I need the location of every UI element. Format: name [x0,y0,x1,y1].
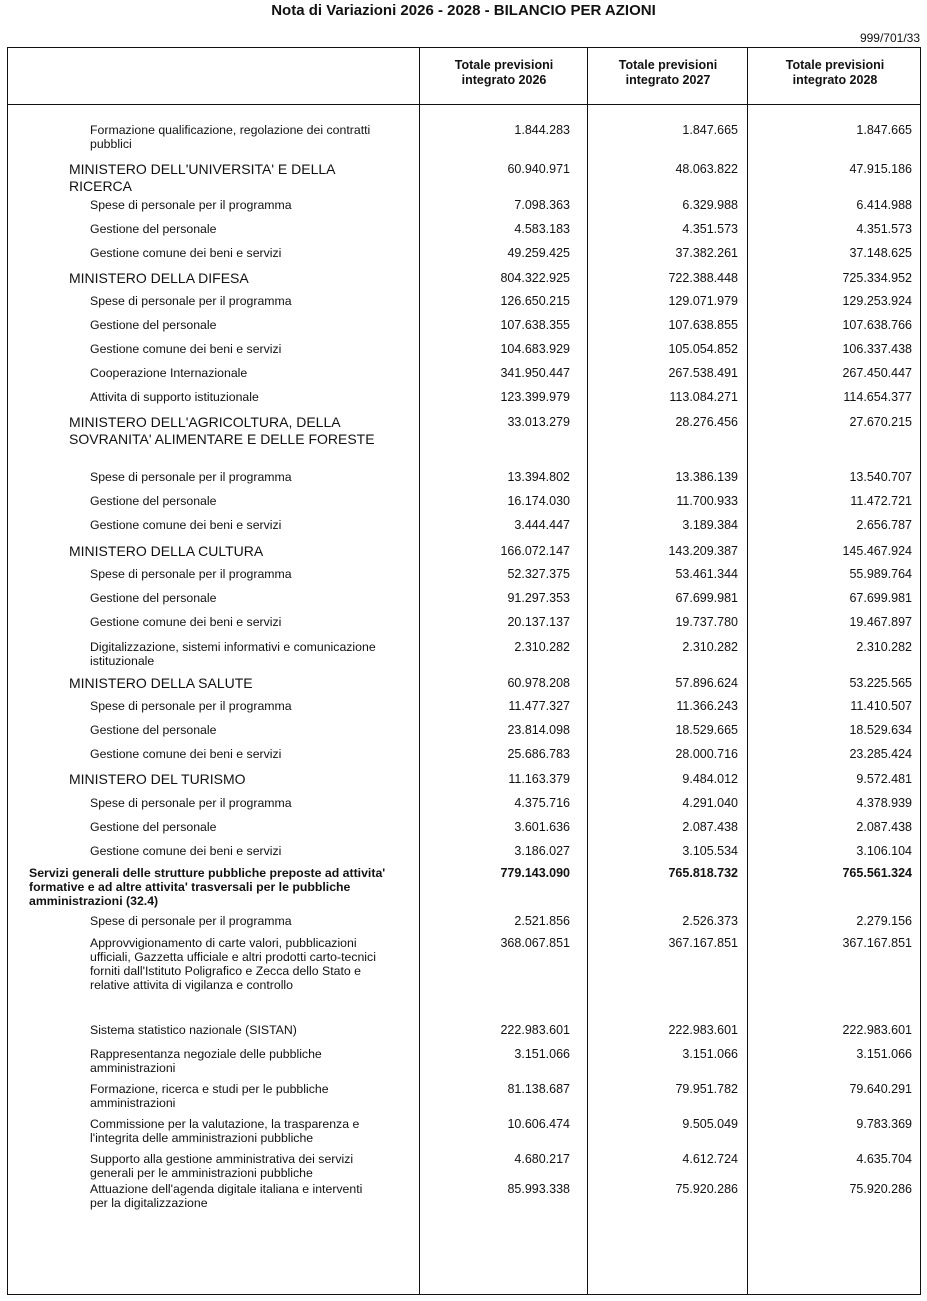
value-2026: 11.163.379 [508,772,570,786]
row-label: Gestione comune dei beni e servizi [90,747,282,761]
value-2027: 4.351.573 [682,222,738,236]
value-2026: 126.650.215 [500,294,570,308]
value-2026: 368.067.851 [500,936,570,950]
value-2027: 28.276.456 [675,415,738,429]
row-label: Gestione comune dei beni e servizi [90,615,282,629]
value-2027: 3.105.534 [682,844,738,858]
row-label: Formazione qualificazione, regolazione dei contratti pubblici [90,123,371,151]
value-2028: 1.847.665 [856,123,912,137]
value-2027: 18.529.665 [675,723,738,737]
value-2027: 222.983.601 [668,1023,738,1037]
value-2028: 106.337.438 [842,342,912,356]
value-2026: 166.072.147 [500,544,570,558]
row-label: Formazione, ricerca e studi per le pubbliche amministrazioni [90,1082,329,1110]
value-2028: 67.699.981 [849,591,912,605]
value-2026: 13.394.802 [507,470,570,484]
value-2027: 57.896.624 [675,676,738,690]
value-2027: 79.951.782 [675,1082,738,1096]
value-2028: 114.654.377 [843,390,912,404]
value-2028: 9.783.369 [856,1117,912,1131]
value-2028: 9.572.481 [856,772,912,786]
value-2027: 37.382.261 [675,246,738,260]
row-label: Spese di personale per il programma [90,198,292,212]
row-label: Cooperazione Internazionale [90,366,248,380]
row-label: Gestione del personale [90,222,217,236]
row-label: Gestione del personale [90,494,217,508]
value-2026: 23.814.098 [507,723,570,737]
value-2026: 85.993.338 [507,1182,570,1196]
value-2027: 48.063.822 [675,162,738,176]
column-header-2027 [589,58,747,88]
value-2028: 19.467.897 [849,615,912,629]
value-2028: 4.378.939 [856,796,912,810]
value-2028: 6.414.988 [856,198,912,212]
row-label: MINISTERO DELLA SALUTE [69,675,253,691]
row-label: Approvvigionamento di carte valori, pubblicazioni ufficiali, Gazzetta ufficiale e altri prodotti carto-tecnici forniti dall'Istituto Poligrafico e Zecca dello Stato e relative attivita di vigilanza e controllo [90,936,376,992]
value-2027: 11.366.243 [676,699,738,713]
value-2026: 3.151.066 [514,1047,570,1061]
value-2027: 28.000.716 [675,747,738,761]
value-2028: 4.635.704 [856,1152,912,1166]
row-label: Spese di personale per il programma [90,914,292,928]
row-label: Sistema statistico nazionale (SISTAN) [90,1023,297,1037]
row-label: MINISTERO DEL TURISMO [69,771,246,787]
value-2027: 267.538.491 [668,366,738,380]
header-divider [8,104,920,105]
value-2026: 222.983.601 [500,1023,570,1037]
column-header-2026 [421,58,587,88]
value-2026: 81.138.687 [507,1082,570,1096]
value-2027: 765.818.732 [668,866,738,880]
row-label: Commissione per la valutazione, la trasparenza e l'integrita delle amministrazioni pubbliche [90,1117,360,1145]
value-2027: 13.386.139 [675,470,738,484]
value-2027: 722.388.448 [668,271,738,285]
budget-table [7,47,921,1295]
value-2026: 33.013.279 [507,415,570,429]
row-label: Digitalizzazione, sistemi informativi e comunicazione istituzionale [90,640,376,668]
row-label: Rappresentanza negoziale delle pubbliche amministrazioni [90,1047,322,1075]
value-2027: 143.209.387 [668,544,738,558]
row-label: MINISTERO DELL'UNIVERSITA' E DELLA RICERCA [69,161,335,194]
row-label: Gestione comune dei beni e servizi [90,844,282,858]
value-2027: 107.638.855 [668,318,738,332]
value-2026: 4.680.217 [514,1152,570,1166]
value-2028: 11.410.507 [850,699,912,713]
value-2028: 37.148.625 [849,246,912,260]
value-2026: 49.259.425 [507,246,570,260]
value-2027: 3.151.066 [682,1047,738,1061]
document-code: 999/701/33 [859,31,920,45]
row-label: MINISTERO DELLA DIFESA [69,270,249,286]
value-2026: 804.322.925 [500,271,570,285]
row-label: Spese di personale per il programma [90,699,292,713]
row-label: Gestione del personale [90,723,217,737]
value-2027: 113.084.271 [669,390,738,404]
value-2028: 79.640.291 [849,1082,912,1096]
row-label: Gestione del personale [90,318,217,332]
value-2026: 91.297.353 [507,591,570,605]
value-2026: 779.143.090 [500,866,570,880]
value-2027: 9.505.049 [682,1117,738,1131]
value-2028: 2.279.156 [856,914,912,928]
value-2026: 7.098.363 [514,198,570,212]
row-label: Spese di personale per il programma [90,294,292,308]
value-2028: 129.253.924 [842,294,912,308]
value-2027: 9.484.012 [682,772,738,786]
row-label: Spese di personale per il programma [90,567,292,581]
row-label: Servizi generali delle strutture pubbliche preposte ad attivita' formative e ad altre attivita' trasversali per le pubbliche amministrazioni (32.4) [29,866,386,908]
value-2026: 3.186.027 [514,844,570,858]
value-2026: 16.174.030 [507,494,570,508]
value-2026: 10.606.474 [507,1117,570,1131]
value-2027: 67.699.981 [675,591,738,605]
value-2027: 11.700.933 [676,494,738,508]
value-2028: 2.087.438 [856,820,912,834]
row-label: MINISTERO DELL'AGRICOLTURA, DELLA SOVRANITA' ALIMENTARE E DELLE FORESTE [69,414,375,447]
row-label: Attuazione dell'agenda digitale italiana e interventi per la digitalizzazione [90,1182,363,1210]
row-label: Attivita di supporto istituzionale [90,390,259,404]
value-2028: 725.334.952 [842,271,912,285]
value-2027: 129.071.979 [668,294,738,308]
column-header-2028 [749,58,921,88]
row-label: Gestione comune dei beni e servizi [90,246,282,260]
value-2028: 53.225.565 [849,676,912,690]
value-2026: 107.638.355 [500,318,570,332]
value-2027: 2.526.373 [682,914,738,928]
value-2026: 2.521.856 [514,914,570,928]
row-label: Gestione comune dei beni e servizi [90,342,282,356]
value-2027: 19.737.780 [675,615,738,629]
value-2028: 3.106.104 [856,844,912,858]
value-2028: 3.151.066 [856,1047,912,1061]
value-2026: 60.978.208 [507,676,570,690]
value-2028: 765.561.324 [842,866,912,880]
column-header-2027-line1: Totale previsioni integrato 2027 [618,58,718,87]
value-2028: 23.285.424 [849,747,912,761]
value-2028: 107.638.766 [842,318,912,332]
value-2026: 104.683.929 [500,342,570,356]
row-label: Spese di personale per il programma [90,470,292,484]
row-label: MINISTERO DELLA CULTURA [69,543,264,559]
value-2028: 4.351.573 [856,222,912,236]
value-2027: 53.461.344 [675,567,738,581]
row-label: Gestione del personale [90,820,217,834]
value-2028: 2.310.282 [856,640,912,654]
value-2026: 2.310.282 [514,640,570,654]
row-label: Spese di personale per il programma [90,796,292,810]
value-2027: 1.847.665 [682,123,738,137]
row-label: Gestione comune dei beni e servizi [90,518,282,532]
value-2028: 27.670.215 [849,415,912,429]
row-label: Supporto alla gestione amministrativa dei servizi generali per le amministrazioni pubbliche [90,1152,354,1180]
value-2027: 4.291.040 [682,796,738,810]
value-2026: 20.137.137 [507,615,570,629]
column-header-2028-line1: Totale previsioni integrato 2028 [785,58,885,87]
column-header-2026-line1: Totale previsioni integrato 2026 [454,58,554,87]
value-2027: 3.189.384 [682,518,738,532]
value-2026: 4.375.716 [514,796,570,810]
value-2028: 13.540.707 [849,470,912,484]
value-2026: 123.399.979 [500,390,570,404]
value-2028: 367.167.851 [842,936,912,950]
value-2027: 2.087.438 [682,820,738,834]
value-2028: 75.920.286 [849,1182,912,1196]
value-2026: 3.601.636 [514,820,570,834]
value-2028: 18.529.634 [849,723,912,737]
value-2027: 75.920.286 [675,1182,738,1196]
row-label: Gestione del personale [90,591,217,605]
value-2026: 11.477.327 [508,699,570,713]
value-2027: 6.329.988 [682,198,738,212]
value-2028: 11.472.721 [850,494,912,508]
value-2028: 47.915.186 [849,162,912,176]
value-2026: 60.940.971 [507,162,570,176]
value-2028: 267.450.447 [842,366,912,380]
value-2028: 145.467.924 [842,544,912,558]
value-2028: 2.656.787 [856,518,912,532]
value-2028: 222.983.601 [842,1023,912,1037]
column-divider [747,48,748,1294]
value-2026: 25.686.783 [507,747,570,761]
value-2027: 367.167.851 [668,936,738,950]
value-2027: 2.310.282 [682,640,738,654]
page-title: Nota di Variazioni 2026 - 2028 - BILANCIO PER AZIONI [271,2,656,19]
value-2026: 3.444.447 [514,518,570,532]
value-2026: 1.844.283 [514,123,570,137]
value-2026: 341.950.447 [500,366,570,380]
value-2027: 105.054.852 [668,342,738,356]
value-2026: 4.583.183 [514,222,570,236]
value-2028: 55.989.764 [849,567,912,581]
value-2027: 4.612.724 [682,1152,738,1166]
value-2026: 52.327.375 [507,567,570,581]
